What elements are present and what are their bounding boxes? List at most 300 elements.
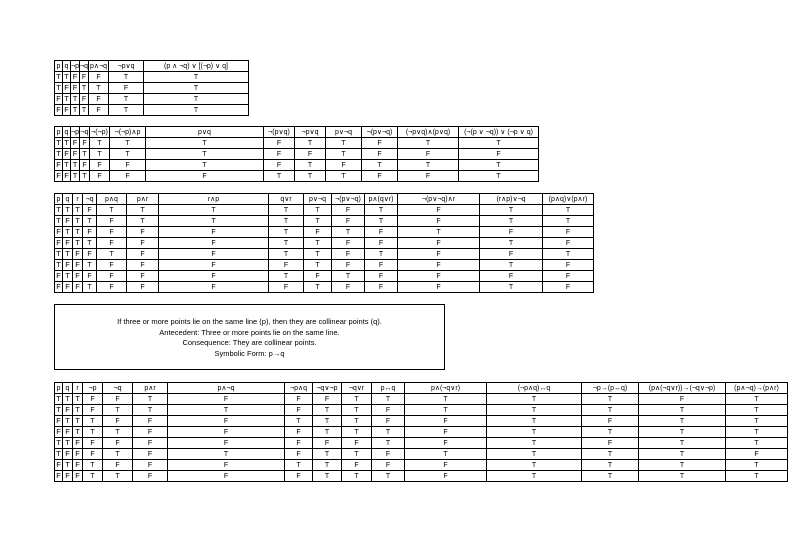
table-cell: T — [365, 205, 398, 216]
table-cell: T — [726, 460, 788, 471]
table-cell: T — [109, 72, 144, 83]
table-row — [55, 460, 788, 471]
table-row — [55, 416, 788, 427]
table-cell: T — [64, 160, 69, 170]
column-header: (p∧q)∨(p∧r) — [543, 194, 594, 205]
table-cell: F — [362, 138, 398, 149]
table-cell: T — [264, 171, 295, 182]
table-row — [55, 216, 594, 227]
table-cell: F — [285, 449, 313, 460]
table-cell: F — [398, 282, 480, 293]
column-header: p↔q — [372, 383, 405, 394]
table-cell: T — [372, 471, 405, 482]
table-cell: T — [332, 227, 365, 238]
table-cell: T — [304, 205, 332, 216]
column-header: ¬(p∨q) — [264, 127, 295, 138]
table-cell: T — [133, 394, 168, 405]
table-cell: F — [285, 405, 313, 416]
table-cell: F — [365, 260, 398, 271]
column-header: p∨¬q — [304, 194, 332, 205]
table-cell: F — [285, 438, 313, 449]
table-cell: T — [103, 405, 133, 416]
table-cell: T — [103, 449, 133, 460]
table-cell: T — [398, 138, 459, 149]
table-cell: T — [487, 460, 582, 471]
column-header: ¬q — [80, 128, 89, 136]
table-cell: T — [459, 138, 539, 149]
table-cell: F — [480, 227, 543, 238]
table-row — [55, 105, 249, 116]
table-cell: T — [405, 449, 487, 460]
table-cell: F — [127, 282, 159, 293]
truth-table-1 — [54, 60, 249, 116]
table-cell: F — [64, 105, 69, 115]
table-cell: T — [543, 205, 594, 216]
table-cell: F — [543, 260, 594, 271]
table-cell: F — [83, 271, 97, 282]
table-cell: F — [264, 138, 295, 149]
column-header: ¬(p∨¬q) — [362, 127, 398, 138]
table-cell: T — [80, 149, 90, 160]
table-cell: T — [332, 271, 365, 282]
table-cell: T — [582, 427, 639, 438]
table-cell: T — [726, 394, 788, 405]
table-cell: T — [127, 216, 159, 227]
table-cell: T — [582, 471, 639, 482]
table-cell: F — [63, 405, 73, 416]
table-cell: F — [365, 227, 398, 238]
column-header: ¬q∨¬p — [313, 383, 342, 394]
table-row — [55, 138, 539, 149]
column-header: ¬(¬p)∧p — [110, 127, 146, 138]
table-cell: T — [342, 427, 372, 438]
table-cell: F — [405, 427, 487, 438]
table-cell: F — [639, 394, 726, 405]
table-cell: F — [103, 460, 133, 471]
table-cell: F — [365, 282, 398, 293]
table-cell: F — [63, 238, 73, 249]
table-row — [55, 271, 594, 282]
table-cell: F — [56, 416, 61, 426]
table-cell: F — [159, 238, 269, 249]
table-cell: T — [83, 216, 97, 227]
table-row — [55, 438, 788, 449]
table-cell: F — [313, 438, 342, 449]
table-cell: T — [304, 216, 332, 227]
table-cell: F — [133, 438, 168, 449]
table-cell: F — [127, 260, 159, 271]
table-cell: T — [83, 260, 97, 271]
table-row — [55, 94, 249, 105]
table-cell: F — [97, 260, 127, 271]
table-cell: T — [480, 260, 543, 271]
column-header: r — [73, 194, 83, 205]
table-cell: T — [56, 149, 61, 159]
table-cell: T — [80, 83, 89, 94]
table-cell: T — [487, 394, 582, 405]
table-cell: F — [304, 227, 332, 238]
table-cell: F — [73, 460, 83, 471]
table-cell: F — [159, 260, 269, 271]
table-cell: F — [73, 438, 83, 449]
table-cell: F — [405, 438, 487, 449]
header-row — [55, 61, 249, 72]
conditional-statement-box — [54, 304, 445, 370]
table-cell: F — [56, 471, 61, 481]
table-cell: F — [64, 149, 69, 159]
table-row — [55, 282, 594, 293]
column-header: (p ∧ ¬q) ∨ [(¬p) ∨ q] — [144, 61, 249, 72]
table-cell: T — [144, 72, 249, 83]
table-cell: F — [71, 83, 80, 94]
table-cell: T — [365, 216, 398, 227]
table-cell: T — [168, 405, 285, 416]
table-cell: F — [269, 282, 304, 293]
table-cell: F — [405, 460, 487, 471]
column-header: ¬p∧q — [285, 383, 313, 394]
table-cell: T — [487, 471, 582, 482]
column-header: ¬(p∨¬q) — [332, 194, 365, 205]
table-cell: T — [56, 438, 61, 448]
table-cell: F — [543, 282, 594, 293]
table-cell: F — [168, 394, 285, 405]
table-cell: F — [97, 238, 127, 249]
table-cell: T — [63, 249, 73, 260]
table-cell: T — [285, 460, 313, 471]
column-header: ¬q — [80, 62, 88, 70]
table-cell: F — [313, 394, 342, 405]
table-cell: F — [73, 449, 83, 460]
table-cell: T — [726, 438, 788, 449]
table-cell: F — [73, 260, 83, 271]
table-cell: T — [83, 416, 103, 427]
table-cell: F — [56, 171, 61, 181]
column-header: p — [55, 127, 63, 138]
table-cell: T — [342, 394, 372, 405]
table-cell: T — [109, 94, 144, 105]
table-row — [55, 205, 594, 216]
column-header: ¬q — [83, 194, 97, 205]
table-cell: T — [73, 427, 83, 438]
table-cell: F — [304, 271, 332, 282]
table-cell: F — [56, 282, 61, 292]
header-row — [55, 383, 788, 394]
table-cell: F — [83, 249, 97, 260]
table-cell: F — [63, 471, 73, 482]
table-cell: T — [269, 238, 304, 249]
column-header: p∨q — [146, 127, 264, 138]
table-cell: T — [269, 216, 304, 227]
truth-table-2 — [54, 126, 539, 182]
table-cell: T — [80, 171, 90, 182]
table-cell: T — [480, 238, 543, 249]
table-cell: F — [56, 160, 61, 170]
table-cell: T — [133, 405, 168, 416]
table-cell: T — [90, 149, 110, 160]
table-cell: T — [63, 271, 73, 282]
table-cell: F — [332, 205, 365, 216]
table-cell: F — [398, 260, 480, 271]
column-header: p — [55, 194, 63, 205]
table-cell: F — [127, 238, 159, 249]
table-cell: F — [582, 438, 639, 449]
note-line-symbolic-form: Symbolic Form: p→q — [214, 348, 285, 358]
table-cell: T — [304, 282, 332, 293]
table-cell: F — [64, 83, 69, 93]
note-line-consequence: Consequence: They are collinear points. — [182, 338, 317, 347]
table-cell: T — [639, 416, 726, 427]
table-cell: F — [63, 449, 73, 460]
table-cell: T — [73, 227, 83, 238]
table-cell: F — [543, 227, 594, 238]
table-cell: F — [459, 149, 539, 160]
table-cell: T — [83, 282, 97, 293]
column-header: q — [63, 194, 73, 205]
truth-table-3 — [54, 193, 594, 293]
table-cell: T — [63, 460, 73, 471]
table-cell: T — [56, 394, 61, 404]
table-cell: T — [342, 471, 372, 482]
table-cell: T — [97, 205, 127, 216]
table-cell: T — [639, 438, 726, 449]
table-cell: F — [295, 149, 326, 160]
table-cell: F — [90, 160, 110, 171]
table-cell: T — [73, 405, 83, 416]
table-cell: F — [63, 427, 73, 438]
table-cell: F — [159, 271, 269, 282]
table-cell: T — [342, 416, 372, 427]
table-cell: F — [372, 405, 405, 416]
table-cell: F — [362, 171, 398, 182]
table-cell: F — [405, 416, 487, 427]
table-cell: F — [285, 427, 313, 438]
table-cell: T — [110, 138, 146, 149]
table-cell: T — [639, 460, 726, 471]
table-cell: T — [487, 438, 582, 449]
table-cell: F — [103, 438, 133, 449]
table-cell: T — [313, 449, 342, 460]
table-cell: F — [73, 471, 83, 482]
table-cell: F — [168, 460, 285, 471]
column-header: p — [55, 383, 63, 394]
table-cell: T — [144, 105, 249, 116]
table-cell: T — [326, 138, 362, 149]
table-cell: F — [80, 160, 90, 171]
table-cell: F — [56, 427, 61, 437]
column-header: ¬(¬p) — [91, 128, 108, 136]
table-cell: F — [342, 438, 372, 449]
table-row — [55, 471, 788, 482]
table-cell: F — [71, 72, 80, 83]
column-header: ¬q — [103, 383, 133, 394]
table-cell: F — [342, 460, 372, 471]
table-cell: T — [64, 94, 69, 104]
table-cell: T — [73, 416, 83, 427]
table-cell: T — [582, 405, 639, 416]
table-cell: F — [83, 405, 103, 416]
table-cell: T — [109, 105, 144, 116]
table-cell: F — [159, 282, 269, 293]
table-cell: F — [168, 438, 285, 449]
table-cell: T — [80, 105, 89, 116]
table-cell: T — [639, 471, 726, 482]
table-cell: T — [543, 216, 594, 227]
table-cell: T — [480, 205, 543, 216]
table-cell: T — [83, 460, 103, 471]
table-cell: F — [103, 394, 133, 405]
table-cell: T — [398, 160, 459, 171]
table-cell: T — [459, 160, 539, 171]
table-cell: F — [133, 460, 168, 471]
table-cell: F — [73, 249, 83, 260]
table-cell: T — [313, 416, 342, 427]
table-cell: F — [405, 471, 487, 482]
table-cell: F — [582, 416, 639, 427]
table-cell: F — [83, 227, 97, 238]
table-cell: T — [73, 394, 83, 405]
table-cell: F — [83, 449, 103, 460]
table-cell: T — [144, 94, 249, 105]
table-cell: T — [97, 249, 127, 260]
table-row — [55, 238, 594, 249]
table-cell: T — [726, 405, 788, 416]
table-cell: F — [726, 449, 788, 460]
table-cell: F — [80, 138, 90, 149]
table-cell: T — [90, 138, 110, 149]
table-cell: T — [639, 427, 726, 438]
table-cell: T — [56, 260, 61, 270]
table-cell: T — [372, 394, 405, 405]
table-cell: T — [487, 449, 582, 460]
table-cell: F — [365, 238, 398, 249]
column-header: (p∧¬q)→(p∧r) — [726, 383, 788, 394]
table-cell: F — [168, 416, 285, 427]
table-cell: T — [726, 416, 788, 427]
table-cell: T — [71, 105, 80, 116]
table-cell: T — [639, 405, 726, 416]
table-cell: T — [103, 471, 133, 482]
column-header: ¬p∨q — [109, 61, 144, 72]
table-cell: T — [56, 83, 61, 93]
table-cell: F — [97, 216, 127, 227]
table-cell: T — [487, 427, 582, 438]
table-cell: T — [582, 460, 639, 471]
table-cell: T — [405, 394, 487, 405]
column-header: r∧p — [159, 194, 269, 205]
table-row — [55, 83, 249, 94]
table-cell: F — [480, 271, 543, 282]
table-cell: T — [64, 72, 69, 82]
table-cell: T — [269, 249, 304, 260]
column-header: ¬(p∨¬q)∧r — [398, 194, 480, 205]
table-cell: F — [398, 205, 480, 216]
table-cell: F — [326, 160, 362, 171]
table-cell: F — [64, 171, 69, 181]
column-header: (¬p∧q)↔q — [487, 383, 582, 394]
table-cell: F — [83, 438, 103, 449]
table-cell: T — [295, 160, 326, 171]
table-cell: T — [146, 138, 264, 149]
table-cell: T — [372, 427, 405, 438]
table-cell: F — [127, 271, 159, 282]
table-cell: F — [80, 94, 89, 105]
table-row — [55, 249, 594, 260]
table-cell: F — [332, 282, 365, 293]
table-cell: T — [365, 249, 398, 260]
table-cell: F — [56, 271, 61, 281]
table-row — [55, 160, 539, 171]
table-cell: F — [362, 149, 398, 160]
table-cell: F — [372, 449, 405, 460]
table-cell: T — [144, 83, 249, 94]
table-row — [55, 394, 788, 405]
table-cell: T — [304, 238, 332, 249]
table-cell: T — [543, 249, 594, 260]
table-cell: T — [269, 205, 304, 216]
table-cell: T — [63, 205, 73, 216]
column-header: q∨r — [269, 194, 304, 205]
table-cell: T — [313, 471, 342, 482]
table-cell: F — [110, 171, 146, 182]
table-cell: F — [480, 249, 543, 260]
table-cell: F — [372, 416, 405, 427]
column-header: q — [63, 61, 71, 72]
column-header: q — [63, 383, 73, 394]
table-cell: T — [63, 438, 73, 449]
table-cell: T — [726, 471, 788, 482]
table-cell: T — [63, 394, 73, 405]
column-header: p — [55, 61, 63, 72]
table-cell: F — [398, 271, 480, 282]
table-cell: F — [133, 471, 168, 482]
table-cell: T — [487, 405, 582, 416]
table-cell: T — [295, 171, 326, 182]
table-cell: T — [56, 205, 61, 215]
table-cell: F — [365, 271, 398, 282]
table-cell: F — [168, 471, 285, 482]
table-cell: F — [159, 249, 269, 260]
table-cell: T — [342, 405, 372, 416]
table-row — [55, 171, 539, 182]
column-header: p∨¬q — [326, 127, 362, 138]
table-cell: F — [90, 171, 110, 182]
table-row — [55, 405, 788, 416]
table-row — [55, 260, 594, 271]
table-cell: T — [127, 205, 159, 216]
table-cell: T — [582, 449, 639, 460]
table-cell: F — [110, 160, 146, 171]
column-header: p∧¬q — [90, 62, 107, 70]
table-cell: T — [269, 227, 304, 238]
table-cell: T — [83, 238, 97, 249]
table-cell: F — [73, 271, 83, 282]
note-line-conditional: If three or more points lie on the same line (p), then they are collinear points (q). — [117, 317, 382, 326]
table-cell: F — [73, 282, 83, 293]
table-cell: T — [362, 160, 398, 171]
table-cell: F — [372, 460, 405, 471]
column-header: q — [63, 127, 71, 138]
table-cell: T — [582, 394, 639, 405]
table-cell: F — [285, 471, 313, 482]
table-cell: F — [398, 249, 480, 260]
column-header: p∧r — [127, 194, 159, 205]
column-header: p∧¬q — [168, 383, 285, 394]
table-cell: T — [285, 416, 313, 427]
column-header: p∧(q∨r) — [365, 194, 398, 205]
table-cell: T — [342, 449, 372, 460]
table-row — [55, 449, 788, 460]
table-cell: F — [63, 282, 73, 293]
